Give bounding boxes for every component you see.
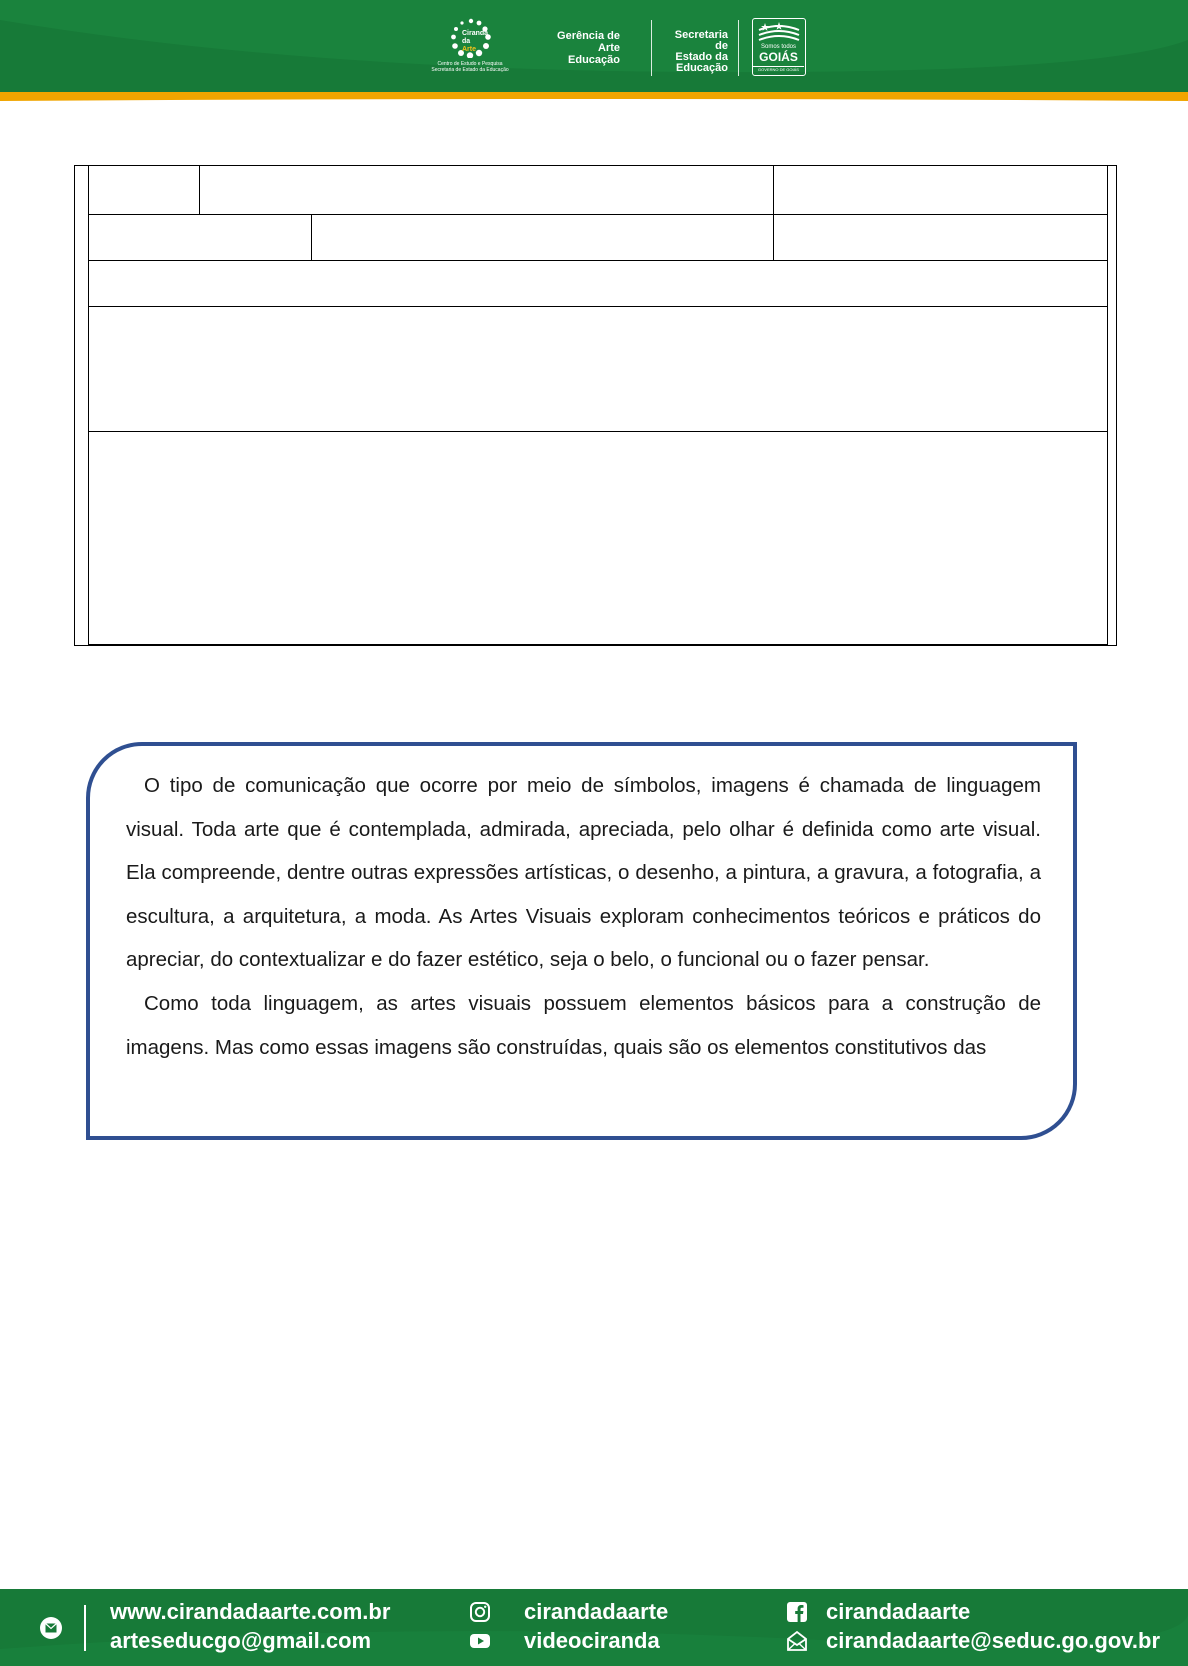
table-cell-row4[interactable] bbox=[88, 306, 1108, 432]
header-logos bbox=[420, 14, 820, 78]
footer-official-email-link[interactable]: cirandadaarte@seduc.go.gov.br bbox=[826, 1628, 1161, 1653]
goias-flag-icon bbox=[757, 22, 801, 42]
paragraph-1: O tipo de comunicação que ocorre por meio de símbolos, imagens é chamada de linguagem visual. Toda arte que é contemplada, admirada, apreciada, pelo olhar é definida como arte visual. Ela compreende, dentre outras expressões artísticas, o desenho, a pintura, a gravura, a fotografia, a escultura, a arquitetura, a moda. As Artes Visuais exploram conhecimentos teóricos e práticos do apreciar, do contextualizar e do fazer estético, seja o belo, o funcional ou o fazer pensar. bbox=[126, 774, 1041, 972]
footer-email-link[interactable]: arteseducgo@gmail.com bbox=[110, 1628, 372, 1653]
paragraph-2: Como toda linguagem, as artes visuais possuem elementos básicos para a construção de imagens. Mas como essas imagens são construídas, quais são os elementos constitutivos das bbox=[126, 991, 1041, 1059]
footer-facebook-handle[interactable]: cirandadaarte bbox=[826, 1599, 971, 1624]
ciranda-subtitle-line1: Centro de Estudo e Pesquisa bbox=[437, 61, 503, 67]
mail-circle-icon bbox=[40, 1617, 62, 1639]
table-cell-row1-col1[interactable] bbox=[88, 165, 200, 215]
ciranda-subtitle-line2: Secretaria de Estado da Educação bbox=[431, 67, 509, 73]
table-cell-row5[interactable] bbox=[88, 431, 1108, 645]
table-cell-row1-col3[interactable] bbox=[773, 165, 1108, 215]
table-cell-row3[interactable] bbox=[88, 260, 1108, 307]
goias-foot-text: GOVERNO DE GOIÁS bbox=[753, 66, 804, 73]
ciranda-da-arte-logo bbox=[420, 14, 520, 78]
secretaria-line3: Educação bbox=[676, 62, 728, 74]
header-divider bbox=[651, 20, 652, 76]
instagram-icon bbox=[469, 1601, 491, 1623]
gerencia-line2: Educação bbox=[568, 54, 620, 66]
ciranda-subtitle bbox=[420, 61, 520, 73]
gerencia-arte-educacao bbox=[538, 30, 620, 66]
secretaria-line1: Secretaria de bbox=[674, 29, 728, 52]
envelope-open-icon bbox=[786, 1630, 808, 1652]
text-box-content bbox=[126, 764, 1041, 1069]
page-header bbox=[0, 0, 1188, 104]
ciranda-word-line2: da bbox=[462, 38, 471, 45]
footer-website-link[interactable]: www.cirandadaarte.com.br bbox=[110, 1599, 391, 1624]
footer-divider bbox=[84, 1605, 86, 1651]
ciranda-word-line1: Ciranda bbox=[462, 30, 489, 37]
page-footer bbox=[0, 1589, 1188, 1666]
gerencia-line1: Gerência de Arte bbox=[557, 30, 620, 54]
youtube-icon bbox=[469, 1630, 491, 1652]
secretaria-line2: Estado da bbox=[675, 51, 728, 63]
goias-small-text: Somos todos bbox=[760, 44, 797, 50]
ciranda-wordmark bbox=[462, 30, 488, 54]
secretaria-estado-educacao bbox=[660, 30, 728, 74]
footer-youtube-handle[interactable]: videociranda bbox=[524, 1628, 660, 1653]
table-cell-row2-col3[interactable] bbox=[773, 214, 1108, 261]
visual-language-text-box bbox=[86, 742, 1077, 1140]
goias-logo bbox=[752, 18, 806, 76]
table-cell-row1-col2[interactable] bbox=[199, 165, 774, 215]
footer-instagram-handle[interactable]: cirandadaarte bbox=[524, 1599, 669, 1624]
table-cell-row2-col1[interactable] bbox=[88, 214, 312, 261]
goias-big-text: GOIÁS bbox=[759, 50, 798, 64]
header-divider bbox=[738, 20, 739, 76]
table-cell-row2-col2[interactable] bbox=[311, 214, 774, 261]
ciranda-word-line3: Arte bbox=[462, 46, 477, 53]
facebook-icon bbox=[786, 1601, 808, 1623]
